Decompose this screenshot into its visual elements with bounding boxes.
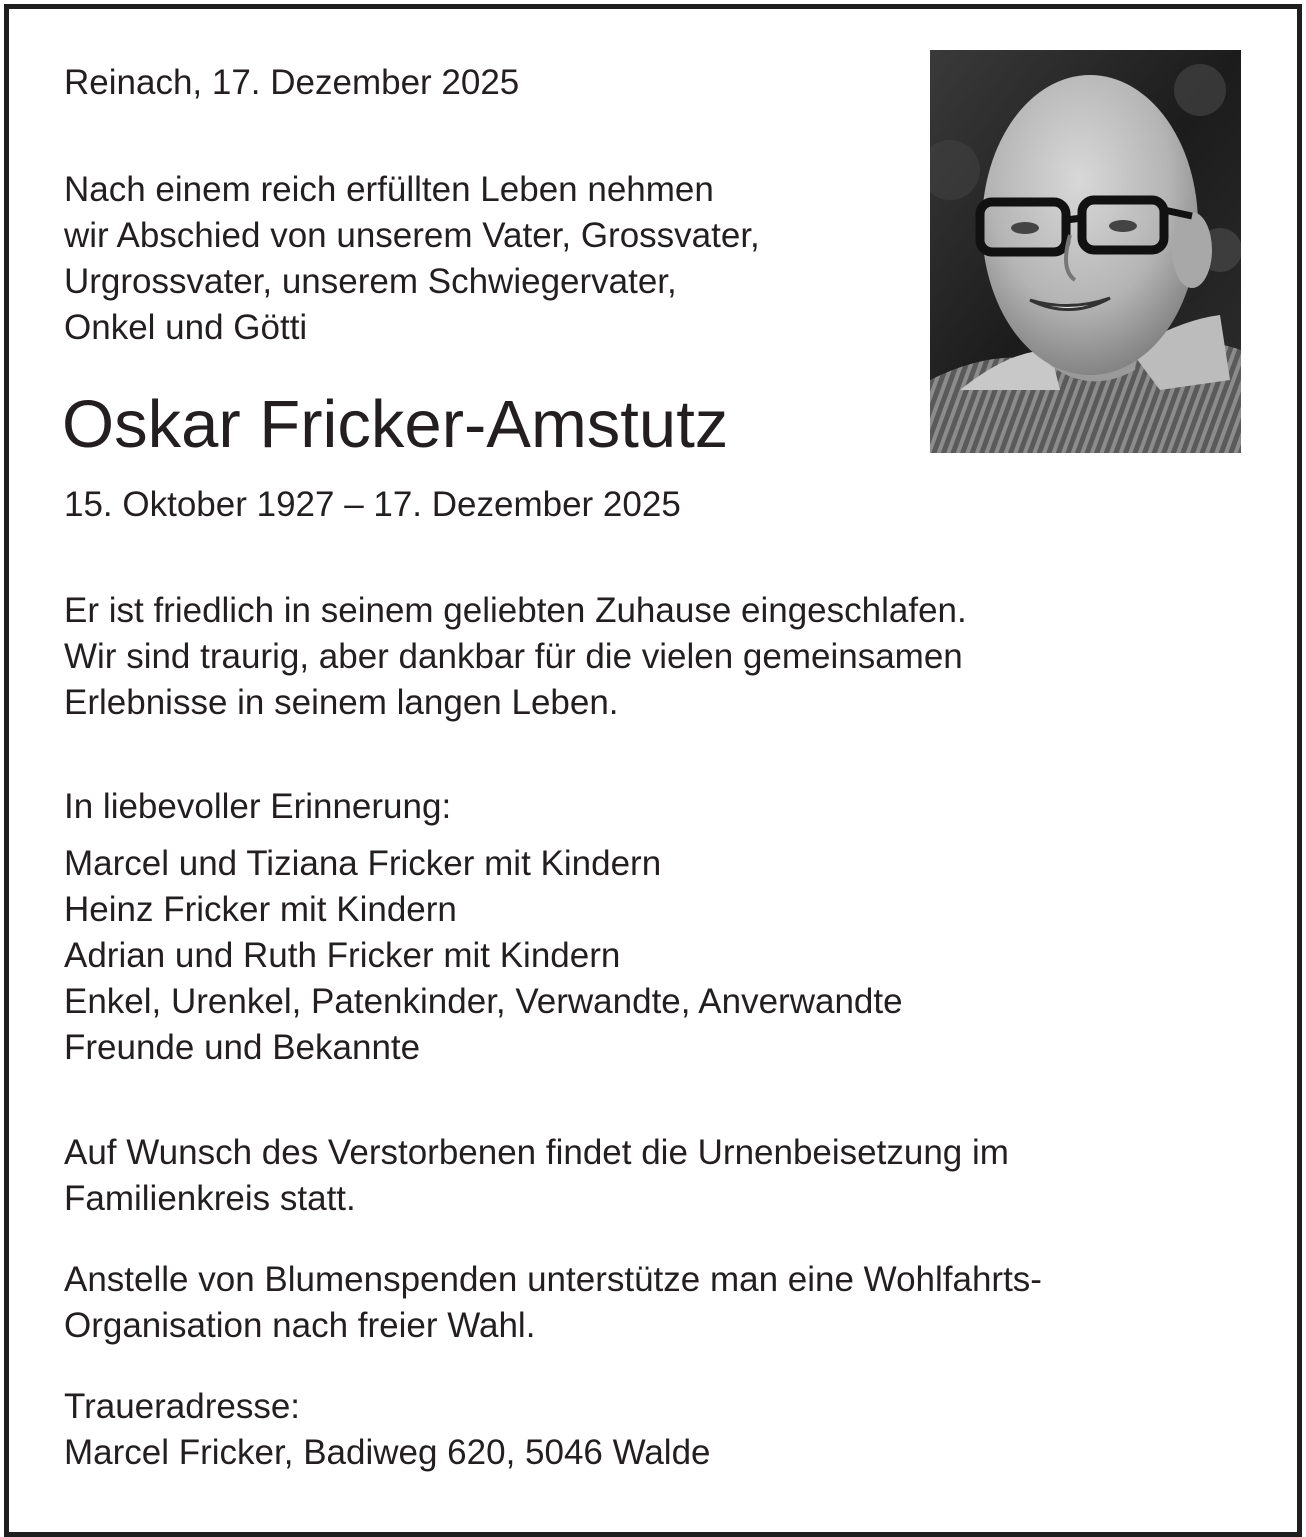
address-line: Traueradresse: <box>64 1387 301 1426</box>
address-line: Marcel Fricker, Badiweg 620, 5046 Walde <box>64 1433 711 1472</box>
burial-notice <box>64 1130 1009 1222</box>
mourner-line: Heinz Fricker mit Kindern <box>64 890 457 929</box>
intro-line: wir Abschied von unserem Vater, Grossvater, <box>64 216 760 255</box>
intro-text <box>64 167 760 351</box>
mourner-line: Enkel, Urenkel, Patenkinder, Verwandte, Anverwandte <box>64 982 903 1021</box>
message-line: Erlebnisse in seinem langen Leben. <box>64 683 619 722</box>
burial-line: Familienkreis statt. <box>64 1179 356 1218</box>
life-dates: 15. Oktober 1927 – 17. Dezember 2025 <box>64 485 681 524</box>
mourning-address <box>64 1384 711 1476</box>
burial-line: Auf Wunsch des Verstorbenen findet die Urnenbeisetzung im <box>64 1133 1009 1172</box>
intro-line: Urgrossvater, unserem Schwiegervater, <box>64 262 677 301</box>
mourner-line: Marcel und Tiziana Fricker mit Kindern <box>64 844 662 883</box>
donation-line: Anstelle von Blumenspenden unterstütze man eine Wohlfahrts- <box>64 1260 1042 1299</box>
message-line: Er ist friedlich in seinem geliebten Zuhause eingeschlafen. <box>64 591 967 630</box>
mourner-line: Adrian und Ruth Fricker mit Kindern <box>64 936 621 975</box>
portrait-photo-icon <box>930 50 1241 453</box>
donation-notice <box>64 1257 1042 1349</box>
message-line: Wir sind traurig, aber dankbar für die vielen gemeinsamen <box>64 637 963 676</box>
mourners-list <box>64 841 903 1071</box>
donation-line: Organisation nach freier Wahl. <box>64 1306 536 1345</box>
message-text <box>64 588 967 726</box>
mourners-heading: In liebevoller Erinnerung: <box>64 787 452 826</box>
intro-line: Onkel und Götti <box>64 308 308 347</box>
deceased-name: Oskar Fricker-Amstutz <box>62 387 729 462</box>
intro-line: Nach einem reich erfüllten Leben nehmen <box>64 170 714 209</box>
mourner-line: Freunde und Bekannte <box>64 1028 421 1067</box>
place-date: Reinach, 17. Dezember 2025 <box>64 63 520 102</box>
